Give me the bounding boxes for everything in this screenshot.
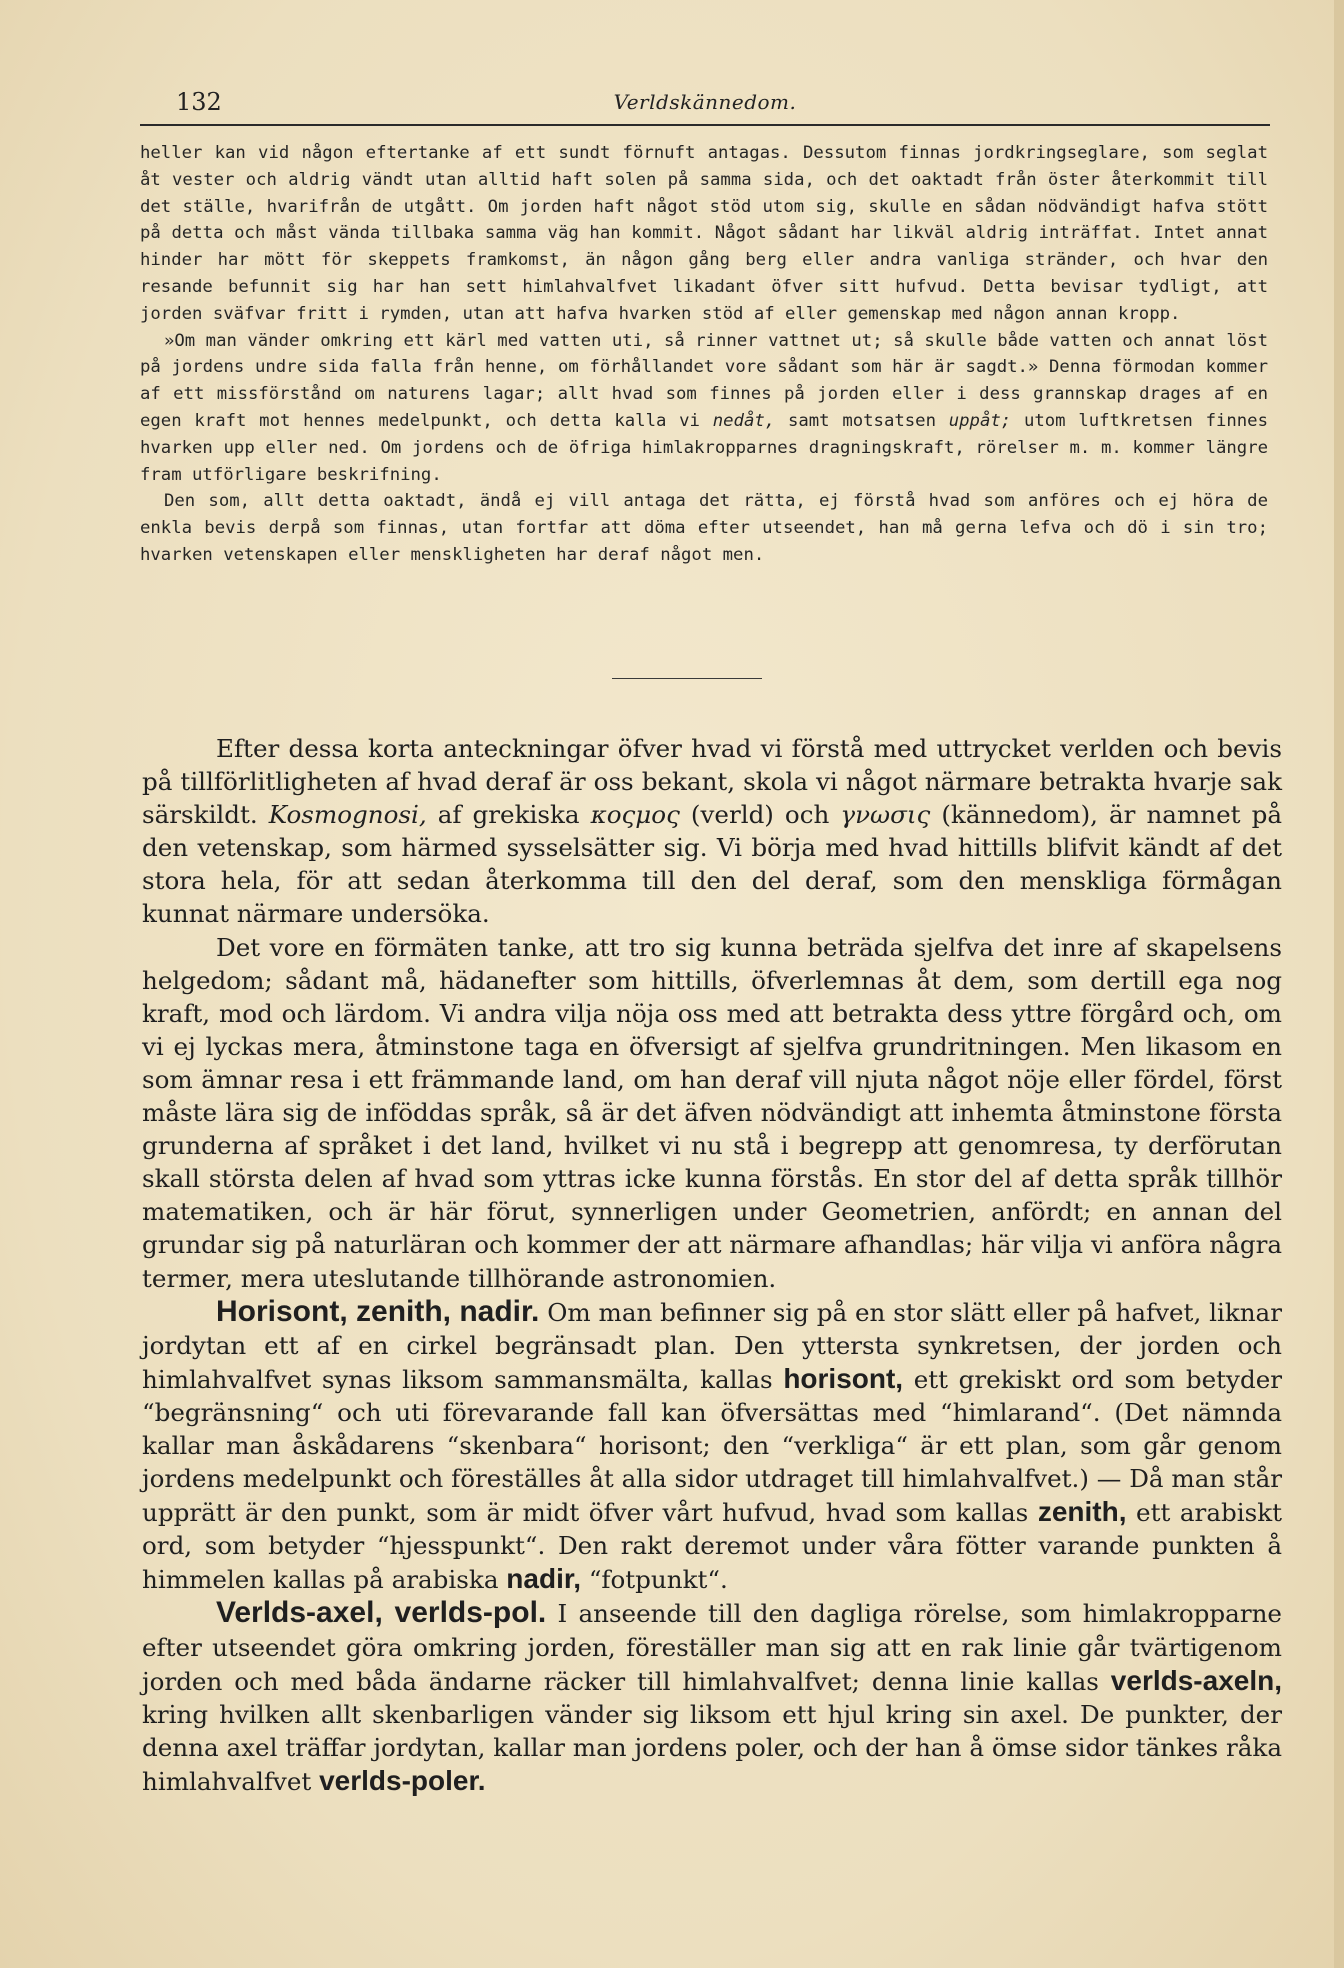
main-paragraph-4	[142, 1596, 1282, 1798]
text-run: Efter dessa korta anteckningar öfver hvad vi förstå med uttrycket verlden och bevis på tillförlitligheten af hvad deraf är oss bekant, skola vi något närmare betrakta hvarje sak särskildt.	[142, 734, 1282, 830]
section-divider	[612, 678, 762, 679]
text-run: »Om man vänder omkring ett kärl med vatten uti, så rinner vattnet ut; så skulle både vatten och annat löst på jordens undre sida falla från henne, om förhållandet vore sådant som här är sagdt.» Denna förmodan kommer af ett missförstånd om naturens lagar; allt hvad som finnes på jorden eller i dess grannskap drages af en egen kraft mot hennes medelpunkt, och detta kalla vi	[140, 330, 1268, 431]
running-head: Verldskännedom.	[613, 90, 797, 114]
text-run: utom luftkretsen finnes hvarken upp eller ned. Om jordens och de öfriga himlakropparnes dragningskraft, rörelser m. m. kommer längre fram utförligare beskrifning.	[140, 410, 1268, 485]
section-heading-horisont: Horisont, zenith, nadir.	[216, 1294, 540, 1328]
term-nadir: nadir,	[506, 1563, 581, 1595]
text-run: samt motsatsen	[775, 410, 949, 431]
greek-word-gnosis: γνωσις	[840, 800, 931, 830]
text-run: ett grekiskt ord som betyder “begränsning“ och uti förevarande fall kan öfversättas med “himlarand“. (Det nämnda kallar man åskådarens “skenbara“ horisont; den “verkliga“ är ett plan, som går genom jordens medelpunkt och föreställes åt alla sidor utdraget till himlahvalfvet.) — Då man står upprätt är den punkt, som är midt öfver vårt hufvud, hvad som kallas	[142, 1364, 1283, 1528]
text-run: Om man befinner sig på en stor slätt eller på hafvet, liknar jordytan ett af en cirkel begränsadt plan. Den yttersta synkretsen, der jorden och himlahvalfvet synas liksom sammansmälta, kallas	[142, 1297, 1282, 1394]
italic-term-kosmognosi: Kosmognosi,	[268, 800, 427, 830]
term-zenith: zenith,	[1037, 1496, 1127, 1528]
italic-term-nedat: nedåt,	[712, 410, 776, 431]
small-paragraph-3: Den som, allt detta oaktadt, ändå ej vill antaga det rätta, ej förstå hvad som anföres och ej höra de enkla bevis derpå som finnas, utan fortfar att döma efter utseendet, han må gerna lefva och dö i sin tro; hvarken vetenskapen eller menskligheten har deraf något men.	[140, 491, 1268, 565]
small-paragraph-2	[140, 328, 1268, 489]
greek-word-kosmos: κοςμος	[590, 800, 680, 830]
section-heading-verlds-axel: Verlds-axel, verlds-pol.	[216, 1596, 547, 1630]
text-run: ett arabiskt ord, som betyder “hjesspunkt“. Den rakt deremot under våra fötter varande punkten å himmelen kallas på arabiska	[142, 1498, 1282, 1595]
main-paragraph-2: Det vore en förmäten tanke, att tro sig kunna beträda sjelfva det inre af skapelsens helgedom; sådant må, hädanefter som hittills, öfverlemnas åt dem, som dertill ega nog kraft, mod och lärdom. Vi andra vilja nöja oss med att betrakta dess yttre förgård och, om vi ej lyckas mera, åtminstone taga en öfversigt af sjelfva grundritningen. Men likasom en som ämnar resa i ett främmande land, om han deraf vill njuta något nöje eller fördel, först måste lära sig de inföddas språk, så är det äfven nödvändigt att inhemta åtminstone första grunderna af språket i det land, hvilket vi nu stå i begrepp att genomresa, ty derförutan skall största delen af hvad som yttras icke kunna förstås. En stor del af detta språk tillhör matematiken, och är här förut, synnerligen under Geometrien, anfördt; en annan del grundar sig på naturläran och kommer der att närmare afhandlas; här vilja vi anföra några termer, mera uteslutande tillhörande astronomien.	[142, 932, 1282, 1293]
main-paragraph-3	[142, 1295, 1282, 1597]
page-header	[140, 84, 1270, 126]
text-run: “fotpunkt“.	[581, 1565, 728, 1595]
small-paragraph-1: heller kan vid någon eftertanke af ett sundt förnuft antagas. Dessutom finnas jordkringseglare, som seglat åt vester och aldrig vändt utan alltid haft solen på samma sida, och det oaktadt från öster återkommit till det ställe, hvarifrån de utgått. Om jorden haft något stöd utom sig, skulle en sådan nödvändigt hafva stött på detta och måst vända tillbaka samma väg han kommit. Något sådant har likväl aldrig inträffat. Intet annat hinder har mött för skeppets framkomst, än någon gång berg eller andra vanliga stränder, och hvar den resande befunnit sig har han sett himlahvalfvet likadant öfver sitt hufvud. Detta bevisar tydligt, att jorden sväfvar fritt i rymden, utan att hafva hvarken stöd af eller gemenskap med någon annan kropp.	[140, 143, 1268, 324]
main-text-section	[142, 732, 1282, 1798]
term-verlds-poler: verlds-poler.	[319, 1764, 486, 1796]
text-run: (kännedom), är namnet på den vetenskap, som härmed sysselsätter sig. Vi börja med hvad hittills blifvit kändt af det stora hela, för att sedan återkomma till den del deraf, som den menskliga förmågan kunnat närmare undersöka.	[142, 800, 1282, 929]
text-run: I anseende till den dagliga rörelse, som himlakropparne efter utseendet göra omkring jorden, föreställer man sig att en rak linie går tvärtigenom jorden och med båda ändarne räcker till himlahvalfvet; denna linie kallas	[142, 1599, 1282, 1696]
term-horisont: horisont,	[783, 1362, 904, 1394]
main-paragraph-1	[142, 732, 1282, 931]
text-run: kring hvilken allt skenbarligen vänder sig liksom ett hjul kring sin axel. De punkter, der denna axel träffar jordytan, kallar man jordens poler, och der han å ömse sidor tänkes råka himlahvalfvet	[142, 1699, 1282, 1796]
text-run: af grekiska	[426, 800, 591, 830]
term-verlds-axeln: verlds-axeln,	[1110, 1664, 1282, 1696]
italic-term-uppat: uppåt;	[948, 410, 1012, 431]
text-run: (verld) och	[679, 800, 841, 830]
page-number: 132	[176, 88, 222, 116]
small-print-section	[140, 140, 1268, 569]
